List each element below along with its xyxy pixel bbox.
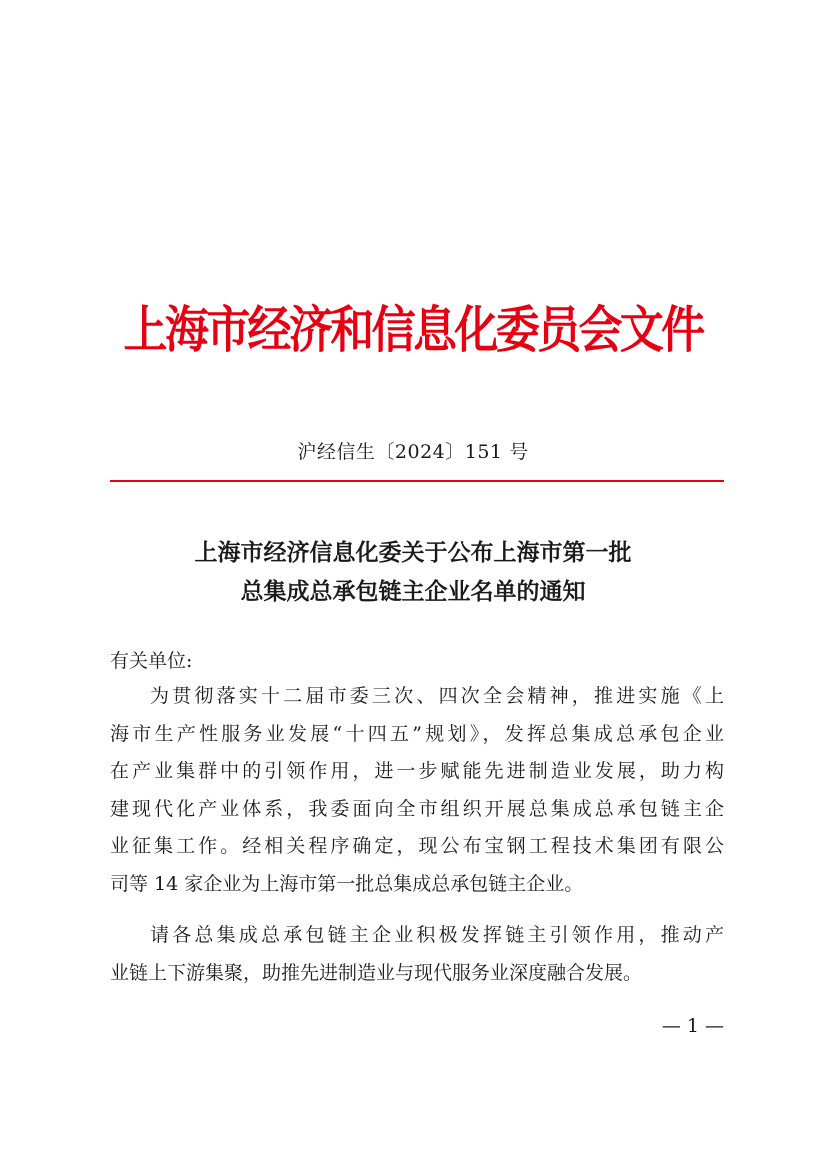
paragraph-line: 请各总集成总承包链主企业积极发挥链主引领作用，推动产: [150, 924, 724, 946]
body-paragraph-2: [110, 917, 724, 992]
paragraph-line: 业链上下游集聚，助推先进制造业与现代服务业深度融合发展。: [110, 961, 643, 984]
paragraph-line: 海市生产性服务业发展“十四五”规划》，发挥总集成总承包企业: [110, 722, 724, 745]
paragraph-line: 在产业集群中的引领作用，进一步赋能先进制造业发展，助力构: [110, 760, 724, 782]
document-number: 沪经信生〔2024〕151 号: [297, 441, 529, 463]
paragraph-line: 建现代化产业体系，我委面向全市组织开展总集成总承包链主企: [110, 797, 724, 820]
paragraph-line: 司等 14 家企业为上海市第一批总集成总承包链主企业。: [110, 872, 584, 895]
document-title: [0, 533, 826, 611]
paragraph-line: 业征集工作。经相关程序确定，现公布宝钢工程技术集团有限公: [110, 835, 724, 857]
paragraph-line: 为贯彻落实十二届市委三次、四次全会精神，推进实施《上: [150, 685, 724, 707]
red-divider-line: [110, 480, 724, 482]
title-line-2: 总集成总承包链主企业名单的通知: [240, 578, 586, 605]
page-number: — 1 —: [661, 1015, 724, 1037]
body-paragraph-1: [110, 678, 724, 903]
salutation: 有关单位:: [110, 650, 193, 672]
title-line-1: 上海市经济信息化委关于公布上海市第一批: [194, 539, 632, 566]
issuer-header: 上海市经济和信息化委员会文件: [123, 300, 703, 359]
